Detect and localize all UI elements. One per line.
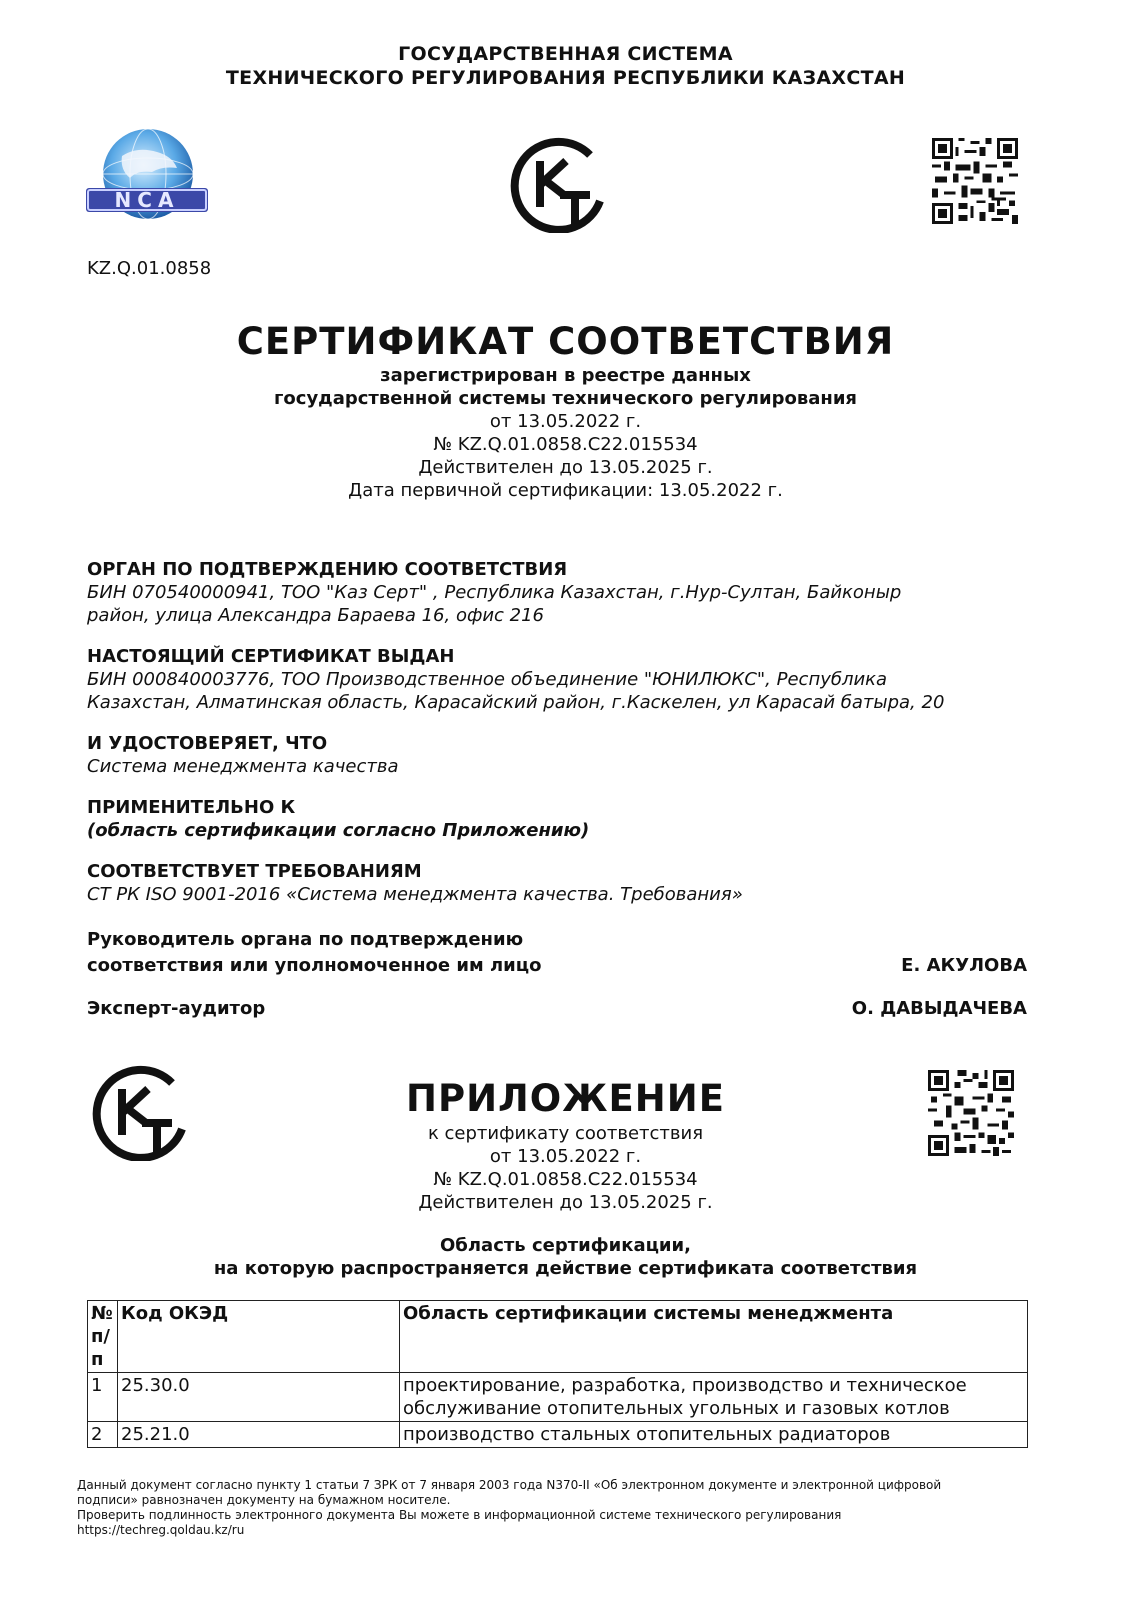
- section-heading: И УДОСТОВЕРЯЕТ, ЧТО: [87, 733, 328, 754]
- scope-table: [87, 1300, 1028, 1448]
- head-label-line-2: соответствия или уполномоченное им лицо: [87, 955, 542, 976]
- section-text: Система менеджмента качества: [87, 756, 399, 777]
- appendix-date: от 13.05.2022 г.: [489, 1146, 642, 1167]
- certificate-valid-until: Действителен до 13.05.2025 г.: [418, 457, 713, 478]
- nca-globe-icon: [82, 126, 212, 226]
- certificate-title: СЕРТИФИКАТ СООТВЕТСТВИЯ: [236, 320, 895, 363]
- registered-line-1: зарегистрирован в реестре данных: [380, 365, 751, 386]
- kst-logo-top: [506, 133, 606, 233]
- first-certification-date: Дата первичной сертификации: 13.05.2022 г.: [348, 480, 783, 501]
- section-applicable-to: [87, 796, 1047, 842]
- qr-code-top: [932, 138, 1018, 224]
- appendix-title: ПРИЛОЖЕНИЕ: [405, 1077, 725, 1120]
- expert-auditor-label: Эксперт-аудитор: [87, 998, 266, 1019]
- appendix-details: [0, 1122, 1131, 1214]
- cell-number: 1: [88, 1373, 118, 1422]
- section-heading: НАСТОЯЩИЙ СЕРТИФИКАТ ВЫДАН: [87, 646, 455, 667]
- section-complies: [87, 860, 1047, 906]
- qr-code-icon: [932, 138, 1018, 224]
- head-signatory-name: Е. АКУЛОВА: [901, 955, 1027, 976]
- registry-code: KZ.Q.01.0858: [87, 258, 212, 279]
- header-cell-code: Код ОКЭД: [118, 1301, 400, 1373]
- registered-line-2: государственной системы технического регулирования: [274, 388, 857, 409]
- footer-line-3: Проверить подлинность электронного документа Вы можете в информационной системе технического регулирования: [77, 1508, 842, 1522]
- section-heading: ПРИМЕНИТЕЛЬНО К: [87, 797, 296, 818]
- legal-footer: [77, 1478, 1057, 1538]
- section-certifies: [87, 732, 1047, 778]
- footer-line-2: подписи» равнозначен документу на бумажном носителе.: [77, 1493, 451, 1507]
- head-signatory-label: [87, 927, 541, 979]
- section-text: БИН 000840003776, ТОО Производственное объединение "ЮНИЛЮКС", Республика: [87, 669, 888, 690]
- certificate-number: № KZ.Q.01.0858.C22.015534: [433, 434, 698, 455]
- header-line-1: ГОСУДАРСТВЕННАЯ СИСТЕМА: [398, 43, 733, 65]
- nca-logo-text: NCA: [114, 188, 180, 212]
- cell-code: 25.21.0: [118, 1422, 400, 1448]
- section-text: район, улица Александра Бараева 16, офис 216: [87, 605, 545, 626]
- cell-scope: проектирование, разработка, производство и техническое обслуживание отопительных угольных и газовых котлов: [400, 1373, 1028, 1422]
- table-row: [88, 1373, 1028, 1422]
- section-text: БИН 070540000941, ТОО "Каз Серт" , Республика Казахстан, г.Нур-Султан, Байконыр: [87, 582, 902, 603]
- section-heading: СООТВЕТСТВУЕТ ТРЕБОВАНИЯМ: [87, 861, 422, 882]
- appendix-subtitle: к сертификату соответствия: [427, 1123, 704, 1144]
- section-certification-body: [87, 558, 1047, 627]
- scope-line-2: на которую распространяется действие сертификата соответствия: [213, 1258, 918, 1279]
- header-line-2: ТЕХНИЧЕСКОГО РЕГУЛИРОВАНИЯ РЕСПУБЛИКИ КАЗАХСТАН: [225, 67, 906, 89]
- section-text: Казахстан, Алматинская область, Карасайский район, г.Каскелен, ул Карасай батыра, 20: [87, 692, 945, 713]
- header-cell-number: № п/ п: [88, 1301, 118, 1373]
- head-label-line-1: Руководитель органа по подтверждению: [87, 929, 524, 950]
- registration-block: [0, 364, 1131, 502]
- table-header-row: [88, 1301, 1028, 1373]
- certificate-date: от 13.05.2022 г.: [489, 411, 642, 432]
- verification-link[interactable]: https://techreg.qoldau.kz/ru: [77, 1523, 245, 1537]
- section-issued-to: [87, 645, 1047, 714]
- scope-line-1: Область сертификации,: [440, 1235, 691, 1256]
- nca-logo: [82, 126, 212, 226]
- kst-mark-icon: [506, 133, 606, 233]
- footer-line-1: Данный документ согласно пункту 1 статьи 7 ЗРК от 7 января 2003 года N370-II «Об электронном документе и электронной цифровой: [77, 1478, 942, 1492]
- section-text: СТ РК ISO 9001-2016 «Система менеджмента качества. Требования»: [87, 884, 743, 905]
- header-cell-scope: Область сертификации системы менеджмента: [400, 1301, 1028, 1373]
- appendix-valid-until: Действителен до 13.05.2025 г.: [418, 1192, 713, 1213]
- appendix-number: № KZ.Q.01.0858.C22.015534: [433, 1169, 698, 1190]
- scope-heading: [0, 1234, 1131, 1280]
- state-system-header: [0, 42, 1131, 90]
- cell-scope: производство стальных отопительных радиаторов: [400, 1422, 1028, 1448]
- expert-auditor-name: О. ДАВЫДАЧЕВА: [851, 998, 1027, 1019]
- cell-number: 2: [88, 1422, 118, 1448]
- section-heading: ОРГАН ПО ПОДТВЕРЖДЕНИЮ СООТВЕТСТВИЯ: [87, 559, 568, 580]
- section-text: (область сертификации согласно Приложению): [87, 820, 590, 841]
- table-row: [88, 1422, 1028, 1448]
- cell-code: 25.30.0: [118, 1373, 400, 1422]
